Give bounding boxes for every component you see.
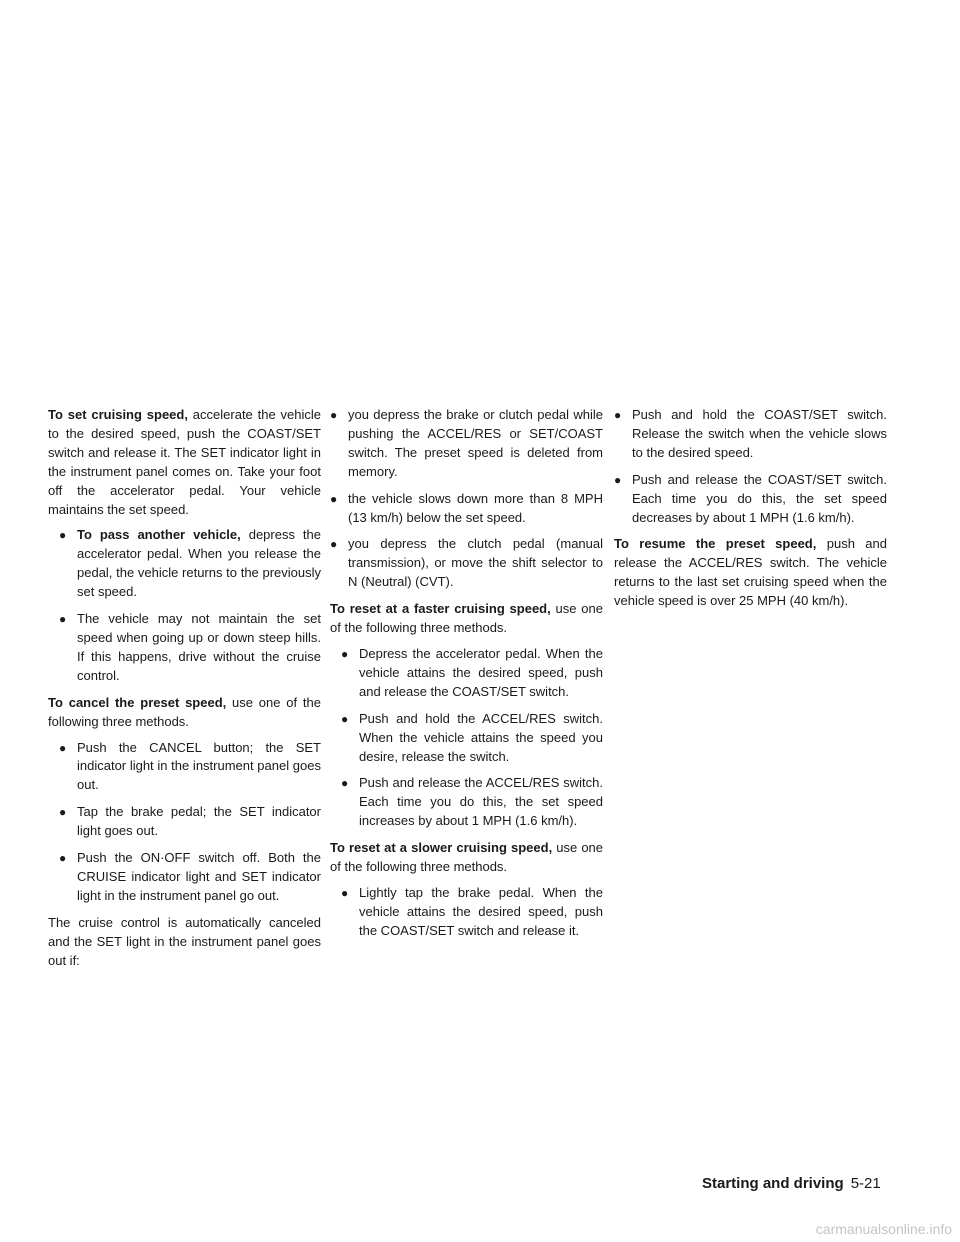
lead-set-cruising-speed: To set cruising speed, [48, 407, 188, 422]
list-item: ● To pass another vehicle, depress the accelerator pedal. When you release the pedal, the vehicle returns to the previously set speed. [59, 527, 321, 600]
list-item: ● you depress the brake or clutch pedal while pushing the ACCEL/RES or SET/COAST switch. The preset speed is deleted from memory. [330, 407, 603, 479]
bullet-icon: ● [614, 408, 622, 422]
paragraph-reset-slower: To reset at a slower cruising speed, use one of the following three methods. [330, 840, 604, 875]
bullet-icon: ● [59, 528, 67, 543]
list-item: ● the vehicle slows down more than 8 MPH (13 km/h) below the set speed. [330, 490, 603, 525]
bullet-icon: ● [614, 472, 622, 487]
watermark: carmanualsonline.info [815, 1221, 952, 1237]
bullet-icon: ● [330, 491, 338, 506]
bullet-icon: ● [341, 776, 349, 791]
lead-reset-slower: To reset at a slower cruising speed, [330, 840, 553, 856]
list-item: ● Depress the accelerator pedal. When the vehicle attains the desired speed, push and release the COAST/SET switch. [341, 645, 603, 699]
page-footer [702, 1174, 881, 1194]
footer-section-title: Starting and driving [702, 1175, 844, 1192]
list-item: ● The vehicle may not maintain the set speed when going up or down steep hills. If this happens, drive without the cruise control. [59, 611, 321, 683]
bullet-icon: ● [341, 885, 349, 900]
body-set-cruising-speed: accelerate the vehicle to the desired speed, push the COAST/SET switch and release it. The SET indicator light in the instrument panel comes on. Take your foot off the accelerator pedal. Your vehicle maintains the set speed. [48, 407, 321, 517]
bullet-icon: ● [330, 537, 338, 552]
paragraph-set-cruising-speed [48, 406, 321, 519]
bullet-icon: ● [59, 805, 67, 820]
bullet-icon: ● [341, 711, 349, 726]
list-item: ● Tap the brake pedal; the SET indicator light goes out. [59, 804, 321, 839]
bullet-icon: ● [59, 851, 67, 866]
bullet-icon: ● [59, 612, 67, 627]
list-item: ● you depress the clutch pedal (manual transmission), or move the shift selector to N (Neutral) (CVT). [330, 536, 603, 590]
bullet-icon: ● [330, 408, 338, 422]
list-item: ● Lightly tap the brake pedal. When the vehicle attains the desired speed, push the COAST/SET switch and release it. [341, 884, 603, 938]
lead-reset-faster: To reset at a faster cruising speed, [330, 601, 551, 617]
page-number: 5-21 [850, 1175, 881, 1192]
lead-pass-another-vehicle: To pass another vehicle, [77, 527, 241, 543]
text-column-3 [614, 406, 887, 618]
lead-resume-preset: To resume the preset speed, [614, 536, 817, 552]
list-item: ● Push and hold the ACCEL/RES switch. When the vehicle attains the speed you desire, release the switch. [341, 710, 603, 764]
text-column-2 [330, 406, 603, 949]
list-item: ● Push the CANCEL button; the SET indicator light in the instrument panel goes out. [59, 739, 321, 793]
list-item: ● Push the ON·OFF switch off. Both the CRUISE indicator light and SET indicator light in the instrument panel go out. [59, 850, 321, 903]
list-item: ● Push and release the ACCEL/RES switch. Each time you do this, the set speed increases by about 1 MPH (1.6 km/h). [341, 775, 603, 829]
list-item: ● Push and release the COAST/SET switch. Each time you do this, the set speed decreases by about 1 MPH (1.6 km/h). [614, 471, 887, 525]
lead-cancel-preset-speed: To cancel the preset speed, [48, 694, 227, 710]
paragraph-reset-faster: To reset at a faster cruising speed, use one of the following three methods. [330, 601, 603, 636]
bullet-icon: ● [59, 740, 67, 755]
list-item: ● Push and hold the COAST/SET switch. Release the switch when the vehicle slows to the desired speed. [614, 407, 887, 460]
paragraph-resume-preset: To resume the preset speed, push and release the ACCEL/RES switch. The vehicle returns to the last set cruising speed when the vehicle speed is over 25 MPH (40 km/h). [614, 536, 887, 609]
paragraph-cancel-preset-speed: To cancel the preset speed, use one of the following three methods. [48, 694, 321, 729]
bullet-icon: ● [341, 646, 349, 661]
text-column-1 [48, 406, 321, 977]
paragraph-auto-cancel: The cruise control is automatically canceled and the SET light in the instrument panel goes out if: [48, 914, 321, 968]
